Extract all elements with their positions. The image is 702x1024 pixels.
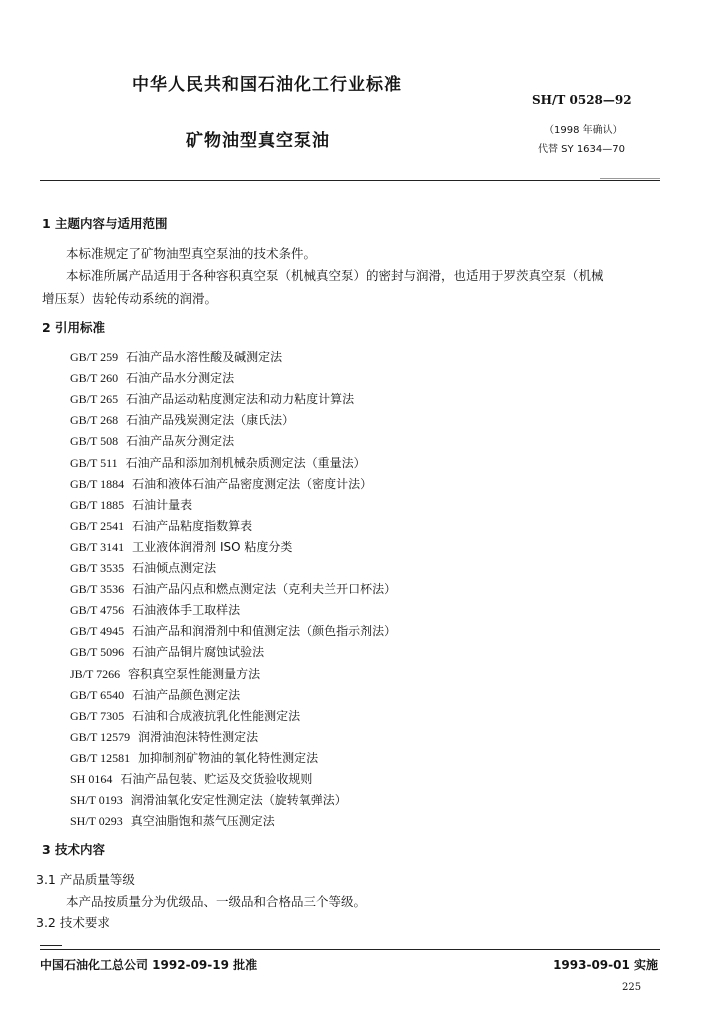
reference-item <box>70 770 312 787</box>
reference-item <box>70 791 347 808</box>
reference-item <box>70 812 275 829</box>
reference-code: GB/T 6540 <box>70 688 125 702</box>
subsection-3-2-heading: 3.2 技术要求 <box>36 915 110 930</box>
section-1-para-2-line-2: 增压泵）齿轮传动系统的润滑。 <box>42 291 218 306</box>
reference-title: 石油和合成液抗乳化性能测定法 <box>132 709 301 723</box>
reference-item <box>70 665 260 682</box>
page-number: 225 <box>622 982 642 993</box>
reference-item <box>70 728 258 745</box>
section-2-heading: 2 引用标准 <box>42 320 106 335</box>
reference-code: SH/T 0293 <box>70 814 123 828</box>
reference-item <box>70 475 372 492</box>
reference-code: GB/T 4756 <box>70 603 125 617</box>
reference-title: 石油计量表 <box>132 498 193 512</box>
reference-code: GB/T 508 <box>70 434 119 448</box>
reference-code: GB/T 1884 <box>70 477 125 491</box>
subsection-3-1-heading: 3.1 产品质量等级 <box>36 872 135 887</box>
approval-line: 中国石油化工总公司 1992-09-19 批准 <box>40 958 258 972</box>
reference-item <box>70 390 354 407</box>
reference-code: GB/T 3535 <box>70 561 125 575</box>
reference-code: GB/T 1885 <box>70 498 125 512</box>
reference-title: 石油和液体石油产品密度测定法（密度计法） <box>132 477 373 491</box>
reference-item <box>70 559 216 576</box>
reference-item <box>70 496 192 513</box>
reference-code: GB/T 268 <box>70 413 119 427</box>
reference-item <box>70 348 282 365</box>
reference-title: 石油产品水分测定法 <box>126 371 235 385</box>
implementation-date: 1993-09-01 实施 <box>553 958 658 972</box>
replaces-note: 代替 SY 1634—70 <box>538 144 625 155</box>
reference-code: GB/T 259 <box>70 350 119 364</box>
reference-code: GB/T 260 <box>70 371 119 385</box>
reference-code: GB/T 3141 <box>70 540 125 554</box>
reference-title: 石油产品灰分测定法 <box>126 434 235 448</box>
reference-code: GB/T 265 <box>70 392 119 406</box>
reference-title: 石油产品包装、贮运及交货验收规则 <box>120 772 313 786</box>
section-1-para-2-line-1: 本标准所属产品适用于各种容积真空泵（机械真空泵）的密封与润滑，也适用于罗茨真空泵（机械 <box>66 268 604 283</box>
reference-item <box>70 707 300 724</box>
reference-title: 石油产品和添加剂机械杂质测定法（重量法） <box>125 456 366 470</box>
reference-title: 石油产品闪点和燃点测定法（克利夫兰开口杯法） <box>132 582 397 596</box>
section-3-heading: 3 技术内容 <box>42 842 106 857</box>
reference-item <box>70 686 240 703</box>
reference-title: 石油产品颜色测定法 <box>132 688 241 702</box>
reference-title: 润滑油氧化安定性测定法（旋转氧弹法） <box>130 793 347 807</box>
section-1-heading: 1 主题内容与适用范围 <box>42 216 168 231</box>
reference-title: 石油产品粘度指数算表 <box>132 519 253 533</box>
reference-title: 石油产品残炭测定法（康氏法） <box>126 413 295 427</box>
reference-item <box>70 454 366 471</box>
reference-item <box>70 432 234 449</box>
reference-code: GB/T 3536 <box>70 582 125 596</box>
header-divider <box>40 180 660 181</box>
reference-title: 加抑制剂矿物油的氧化特性测定法 <box>138 751 319 765</box>
reference-code: GB/T 2541 <box>70 519 125 533</box>
reference-title: 工业液体润滑剂 ISO 粘度分类 <box>132 540 293 554</box>
subsection-3-1-text: 本产品按质量分为优级品、一级品和合格品三个等级。 <box>66 894 367 909</box>
reference-title: 石油倾点测定法 <box>132 561 217 575</box>
footer-divider <box>40 949 660 950</box>
reference-code: SH/T 0193 <box>70 793 123 807</box>
reference-title: 润滑油泡沫特性测定法 <box>138 730 259 744</box>
confirmation-note: （1998 年确认） <box>544 125 623 136</box>
reference-item <box>70 601 240 618</box>
reference-item <box>70 538 292 555</box>
reference-title: 石油产品水溶性酸及碱测定法 <box>126 350 283 364</box>
reference-title: 真空油脂饱和蒸气压测定法 <box>130 814 275 828</box>
reference-title: 石油产品和润滑剂中和值测定法（颜色指示剂法） <box>132 624 397 638</box>
document-title: 矿物油型真空泵油 <box>186 131 330 151</box>
reference-code: GB/T 12581 <box>70 751 131 765</box>
reference-title: 石油液体手工取样法 <box>132 603 241 617</box>
issuing-organization-title: 中华人民共和国石油化工行业标准 <box>132 75 402 95</box>
reference-code: GB/T 4945 <box>70 624 125 638</box>
header-divider-accent <box>600 178 660 179</box>
footer-divider-mark <box>40 945 62 946</box>
reference-item <box>70 517 252 534</box>
standard-number: SH/T 0528—92 <box>532 93 632 107</box>
reference-code: GB/T 7305 <box>70 709 125 723</box>
reference-item <box>70 411 294 428</box>
reference-item <box>70 369 234 386</box>
reference-code: GB/T 12579 <box>70 730 131 744</box>
reference-item <box>70 643 264 660</box>
reference-code: GB/T 5096 <box>70 645 125 659</box>
reference-item <box>70 622 396 639</box>
reference-title: 石油产品运动粘度测定法和动力粘度计算法 <box>126 392 355 406</box>
reference-title: 容积真空泵性能测量方法 <box>128 667 261 681</box>
reference-title: 石油产品铜片腐蚀试验法 <box>132 645 265 659</box>
reference-code: JB/T 7266 <box>70 667 121 681</box>
reference-code: SH 0164 <box>70 772 113 786</box>
section-1-para-1: 本标准规定了矿物油型真空泵油的技术条件。 <box>66 246 317 261</box>
reference-item <box>70 749 318 766</box>
reference-code: GB/T 511 <box>70 456 118 470</box>
reference-item <box>70 580 396 597</box>
